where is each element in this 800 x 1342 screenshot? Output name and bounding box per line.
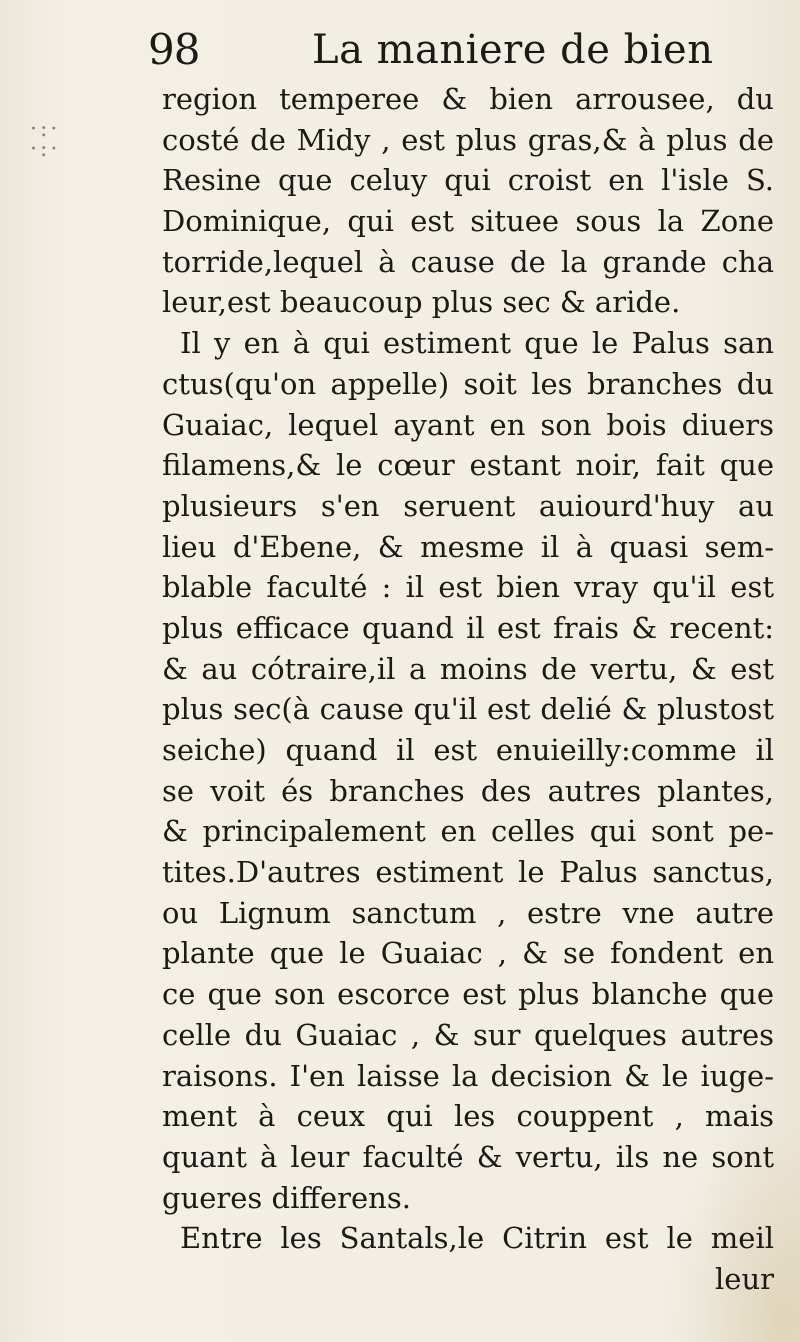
- text-line: Guaiac, lequel ayant en son bois diuers: [162, 407, 774, 442]
- text-line: Dominique, qui est situee sous la Zone: [162, 204, 774, 239]
- page-number: 98: [148, 25, 200, 74]
- text-line: filamens,& le cœur estant noir, fait que: [162, 448, 774, 483]
- text-line: plusieurs s'en seruent auiourd'huy au: [162, 488, 774, 523]
- page-header: [0, 22, 800, 82]
- text-line: seiche) quand il est enuieilly:comme il: [162, 733, 774, 767]
- text-line: celle du Guaiac , & sur quelques autres: [162, 1017, 774, 1052]
- text-line: plante que le Guaiac , & se fondent en: [162, 936, 774, 971]
- text-line: blable faculté : il est bien vray qu'il est: [162, 570, 774, 605]
- text-line: Resine que celuy qui croist en l'isle S.: [162, 163, 774, 198]
- text-line: & principalement en celles qui sont pe-: [162, 814, 774, 849]
- text-line: se voit és branches des autres plantes,: [162, 773, 774, 808]
- paragraph-start-line: Entre les Santals,le Citrin est le meil: [180, 1221, 774, 1256]
- text-line: gueres differens.: [162, 1180, 411, 1215]
- margin-ink-marks: ·:· ·:·: [30, 117, 61, 162]
- body-text: [162, 79, 774, 1300]
- text-line: ou Lignum sanctum , estre vne autre: [162, 895, 774, 930]
- text-line: torride,lequel à cause de la grande cha: [162, 244, 774, 279]
- text-line: ctus(qu'on appelle) soit les branches du: [162, 366, 774, 401]
- catchword: leur: [715, 1261, 774, 1296]
- running-head: La maniere de bien: [312, 27, 714, 73]
- text-line: tites.D'autres estiment le Palus sanctus,: [162, 855, 774, 890]
- text-line: region temperee & bien arrousee, du: [162, 82, 774, 116]
- text-line: costé de Midy , est plus gras,& à plus de: [162, 122, 774, 157]
- text-line: raisons. I'en laisse la decision & le iuge-: [162, 1058, 774, 1093]
- text-line: ce que son escorce est plus blanche que: [162, 977, 774, 1012]
- text-line: quant à leur faculté & vertu, ils ne sont: [162, 1139, 774, 1174]
- paragraph-start-line: Il y en à qui estiment que le Palus san: [180, 326, 774, 361]
- text-line: plus efficace quand il est frais & recent:: [162, 610, 774, 645]
- text-line: lieu d'Ebene, & mesme il à quasi sem-: [162, 529, 774, 564]
- text-line: & au cótraire,il a moins de vertu, & est: [162, 651, 774, 686]
- text-line: leur,est beaucoup plus sec & aride.: [162, 285, 681, 320]
- text-line: ment à ceux qui les couppent , mais: [162, 1099, 774, 1134]
- text-line: plus sec(à cause qu'il est delié & plustost: [162, 692, 774, 727]
